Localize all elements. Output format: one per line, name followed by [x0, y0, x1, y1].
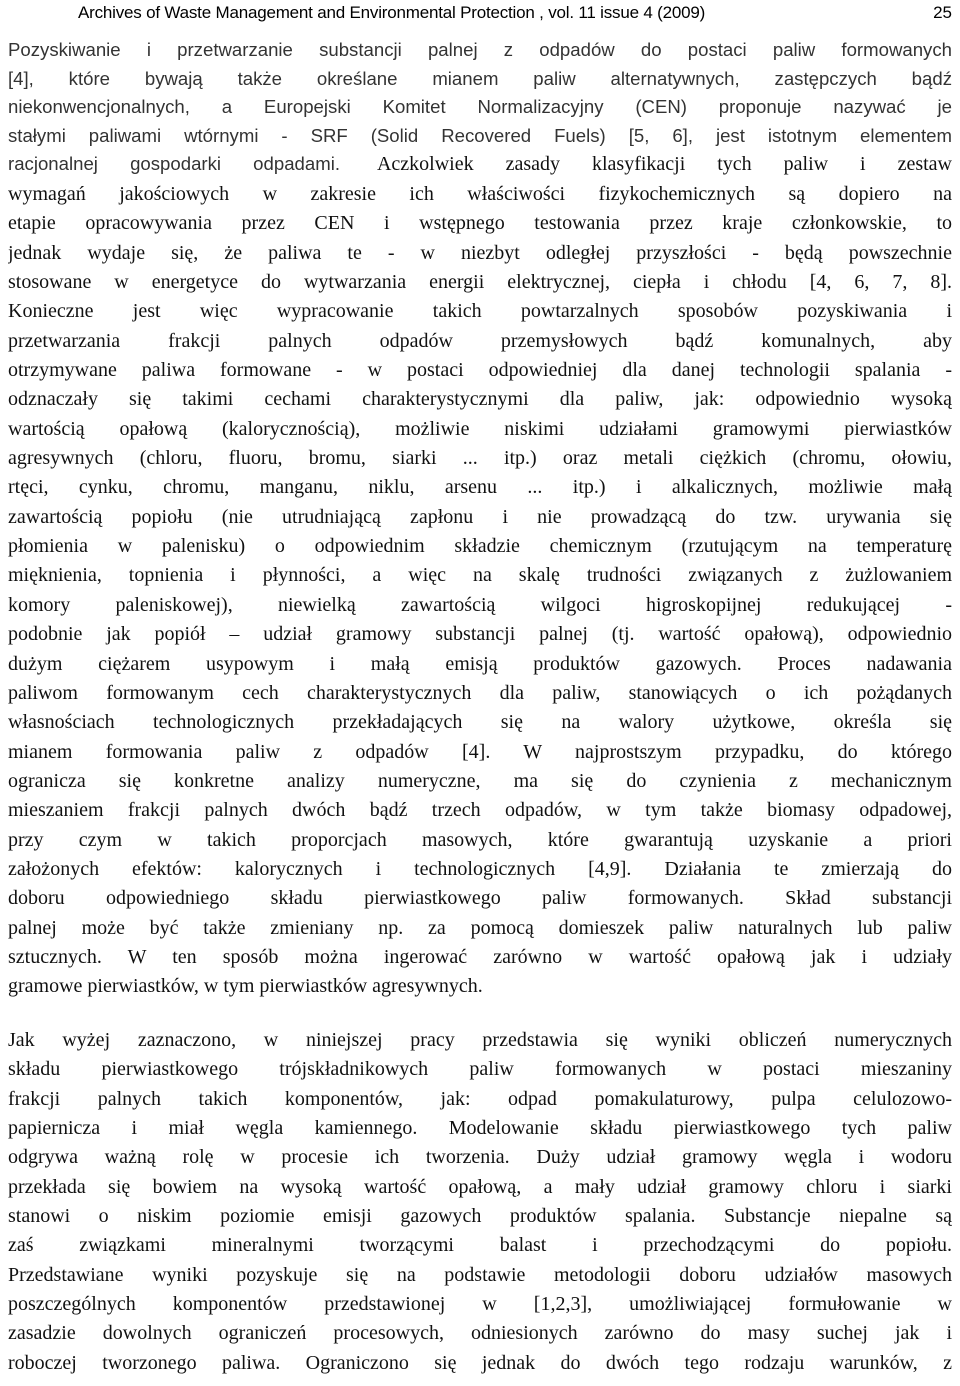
- text-line: doboru odpowiedniego składu pierwiastkowego paliw formowanych. Skład substancji: [8, 887, 952, 910]
- text-line: [4], które bywają także określane mianem paliw alternatywnych, zastępczych bądź: [8, 67, 952, 89]
- text-line: Jak wyżej zaznaczono, w niniejszej pracy przedstawia się wyniki obliczeń numerycznych: [8, 1029, 952, 1051]
- text-line: zasadzie dowolnych ograniczeń procesowych, odniesionych zarówno do masy suchej jak i: [8, 1322, 952, 1345]
- text-line: mieszaniem frakcji palnych dwóch bądź trzech odpadów, w tym także biomasy odpadowej,: [8, 799, 952, 822]
- text-line: gramowe pierwiastków, w tym pierwiastków agresywnych.: [8, 975, 483, 998]
- text-line: stosowane w energetyce do wytwarzania energii elektrycznej, ciepła i chłodu [4, 6, 7, 8].: [8, 271, 952, 294]
- text-line: papiernicza i miał węgla kamiennego. Modelowanie składu pierwiastkowego tych paliw: [8, 1117, 952, 1140]
- text-line: sztucznych. W ten sposób można ingerować zarówno w wartość opałową jak i udziały: [8, 945, 952, 968]
- text-line: Konieczne jest więc wypracowanie takich powtarzalnych sposobów pozyskiwania i: [8, 300, 952, 323]
- text-line: wymagań jakościowych w zakresie ich właściwości fizykochemicznych są dopiero na: [8, 183, 952, 205]
- text-line: odgrywa ważną rolę w procesie ich tworzenia. Duży udział gramowy węgla i wodoru: [8, 1146, 952, 1169]
- text-line: ogranicza się konkretne analizy numeryczne, ma się do czynienia z mechanicznym: [8, 769, 952, 792]
- body-paragraph-2: [8, 1026, 952, 1378]
- text-line: mianem formowania paliw z odpadów [4]. W najprostszym przypadku, do którego: [8, 740, 952, 763]
- text-line: mięknienia, topnienia i płynności, a więc na skalę trudności związanych z żużlowaniem: [8, 564, 952, 587]
- text-line: stałymi paliwami wtórnymi - SRF (Solid Recovered Fuels) [5, 6], jest istotnym elementem: [8, 124, 952, 146]
- body-paragraph-1: [8, 36, 952, 1002]
- text-line: dużym ciężarem usypowym i małą emisją produktów gazowych. Proces nadawania: [8, 652, 952, 675]
- text-line: frakcji palnych takich komponentów, jak: odpad pomakulaturowy, pulpa celulozowo-: [8, 1087, 952, 1110]
- running-header: [8, 2, 952, 24]
- text-line: roboczej tworzonego paliwa. Ograniczono się jednak do dwóch tego rodzaju warunków, z: [8, 1351, 952, 1374]
- text-line: palnej może być także zmieniany np. za pomocą domieszek paliw naturalnych lub paliw: [8, 916, 952, 939]
- text-line-mixed: [8, 150, 952, 180]
- page-number: 25: [933, 3, 952, 22]
- text-line: niekonwencjonalnych, a Europejski Komitet Normalizacyjny (CEN) proponuje nazywać je: [8, 96, 952, 117]
- text-line: Przedstawiane wyniki pozyskuje się na podstawie metodologii doboru udziałów masowych: [8, 1263, 952, 1286]
- text-line: Pozyskiwanie i przetwarzanie substancji palnej z odpadów do postaci paliw formowanych: [8, 39, 952, 60]
- text-line: założonych efektów: kalorycznych i technologicznych [4,9]. Działania te zmierzają do: [8, 857, 952, 880]
- text-line: przetwarzania frakcji palnych odpadów przemysłowych bądź komunalnych, aby: [8, 329, 952, 352]
- text-line: rtęci, cynku, chromu, manganu, niklu, arsenu ... itp.) i alkalicznych, możliwie małą: [8, 476, 952, 499]
- text-line: otrzymywane paliwa formowane - w postaci odpowiedniej dla danej technologii spalania -: [8, 359, 952, 382]
- text-line: agresywnych (chloru, fluoru, bromu, siarki ... itp.) oraz metali ciężkich (chromu, ołowiu,: [8, 447, 952, 470]
- text-line: podobnie jak popiół – udział gramowy substancji palnej (tj. wartość opałową), odpowiednio: [8, 623, 952, 646]
- text-line: paliwom formowanym cech charakterystycznych dla paliw, stanowiących o ich pożądanych: [8, 681, 952, 704]
- journal-citation: Archives of Waste Management and Environmental Protection , vol. 11 issue 4 (2009): [78, 3, 706, 22]
- text-line: poszczególnych komponentów przedstawionej w [1,2,3], umożliwiającej formułowanie w: [8, 1293, 952, 1316]
- text-line: przekłada się bowiem na wysoką wartość opałową, a mały udział gramowy chloru i siarki: [8, 1175, 952, 1198]
- text-line-sans-part: racjonalnej gospodarki odpadami.: [8, 153, 340, 174]
- text-line: wartością opałową (kalorycznością), możliwie niskimi udziałami gramowymi pierwiastków: [8, 417, 952, 440]
- text-line: komory paleniskowej), niewielką zawartością wilgoci higroskopijnej redukującej -: [8, 593, 952, 616]
- text-line: przy czym w takich proporcjach masowych, które gwarantują uzyskanie a priori: [8, 828, 952, 851]
- text-line: jednak wydaje się, że paliwa te - w niezbyt odległej przyszłości - będą powszechnie: [8, 241, 952, 264]
- text-line: stanowi o niskim poziomie emisji gazowych produktów spalania. Substancje niepalne są: [8, 1205, 952, 1228]
- text-line: zaś związkami mineralnymi tworzącymi balast i przechodzącymi do popiołu.: [8, 1234, 952, 1257]
- text-line: etapie opracowywania przez CEN i wstępnego testowania przez kraje członkowskie, to: [8, 212, 952, 235]
- text-line: płomienia w palenisku) o odpowiednim składzie chemicznym (rzutującym na temperaturę: [8, 535, 952, 558]
- text-line: składu pierwiastkowego trójskładnikowych paliw formowanych w postaci mieszaniny: [8, 1058, 952, 1081]
- text-line: własnościach technologicznych przekładających się na walory użytkowe, określa się: [8, 711, 952, 734]
- text-line: odznaczały się takimi cechami charakterystycznymi dla paliw, jak: odpowiednio wysoką: [8, 388, 952, 411]
- text-line: zawartością popiołu (nie utrudniającą zapłonu i nie prowadzącą do tzw. urywania się: [8, 505, 952, 528]
- text-line-serif-part: Aczkolwiek zasady klasyfikacji tych paliw i zestaw: [376, 153, 952, 175]
